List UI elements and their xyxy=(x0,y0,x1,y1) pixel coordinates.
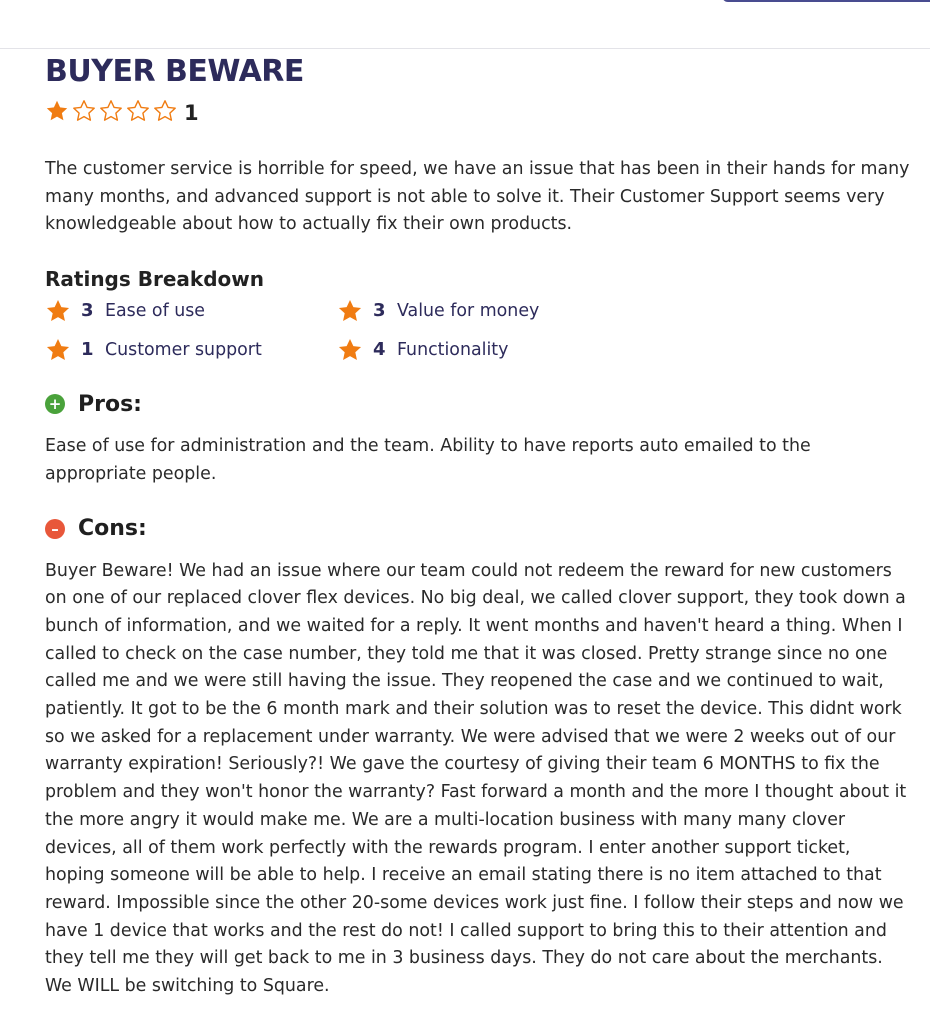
review-card xyxy=(45,52,913,1001)
review-title: BUYER BEWARE xyxy=(45,54,304,89)
star-empty-icon xyxy=(153,99,177,123)
star-filled-icon xyxy=(337,337,363,363)
breakdown-ease-of-use xyxy=(45,296,337,325)
minus-circle-icon: – xyxy=(45,519,65,539)
top-bar xyxy=(0,0,930,49)
star-empty-icon xyxy=(99,99,123,123)
breakdown-label: Functionality xyxy=(397,339,509,360)
breakdown-value-for-money xyxy=(337,296,629,325)
overall-rating xyxy=(45,98,913,124)
pros-title: Pros: xyxy=(78,391,142,417)
pros-heading xyxy=(45,388,913,420)
star-empty-icon xyxy=(126,99,150,123)
header-button[interactable] xyxy=(722,0,930,2)
pros-text: Ease of use for administration and the team. Ability to have reports auto emailed to the appropriate people. xyxy=(45,436,811,484)
ratings-breakdown-title: Ratings Breakdown xyxy=(45,267,264,292)
cons-heading xyxy=(45,513,913,545)
review-summary: The customer service is horrible for speed, we have an issue that has been in their hands for many many months, and advanced support is not able to solve it. Their Customer Support seems very knowledgeable about how to actually fix their own products. xyxy=(45,159,910,235)
overall-rating-value: 1 xyxy=(184,101,199,125)
star-filled-icon xyxy=(45,298,71,324)
star-filled-icon xyxy=(45,99,69,123)
breakdown-score: 3 xyxy=(373,300,386,322)
breakdown-score: 1 xyxy=(81,339,94,361)
breakdown-score: 3 xyxy=(81,300,94,322)
star-filled-icon xyxy=(337,298,363,324)
cons-title: Cons: xyxy=(78,516,147,542)
breakdown-label: Ease of use xyxy=(105,300,206,321)
ratings-breakdown xyxy=(45,296,913,364)
plus-circle-icon: + xyxy=(45,394,65,414)
star-filled-icon xyxy=(45,337,71,363)
breakdown-customer-support xyxy=(45,335,337,364)
breakdown-label: Customer support xyxy=(105,339,262,360)
breakdown-functionality xyxy=(337,335,629,364)
cons-text: Buyer Beware! We had an issue where our team could not redeem the reward for new customers on one of our replaced clover flex devices. No big deal, we called clover support, they took down a bunch of information, and we waited for a reply. It went months and haven't heard a thing. When I called to check on the case number, they told me that it was closed. Pretty strange since no one called me and we were still having the issue. They reopened the case and we continued to wait, patiently. It got to be the 6 month mark and their solution was to reset the device. This didnt work so we asked for a replacement under warranty. We were advised that we were 2 weeks out of our warranty expiration! Seriously?! We gave the courtesy of giving their team 6 MONTHS to fix the problem and they won't honor the warranty? Fast forward a month and the more I thought about it the more angry it would make me. We are a multi-location business with many many clover devices, all of them work perfectly with the rewards program. I enter another support ticket, hoping someone will be able to help. I receive an email stating there is no item attached to that reward. Impossible since the other 20-some devices work just fine. I follow their steps and now we have 1 device that works and the rest do not! I called support to bring this to their attention and they tell me they will get back to me in 3 business days. They do not care about the merchants. We WILL be switching to Square. xyxy=(45,560,907,997)
breakdown-label: Value for money xyxy=(397,300,540,321)
star-empty-icon xyxy=(72,99,96,123)
breakdown-score: 4 xyxy=(373,339,386,361)
